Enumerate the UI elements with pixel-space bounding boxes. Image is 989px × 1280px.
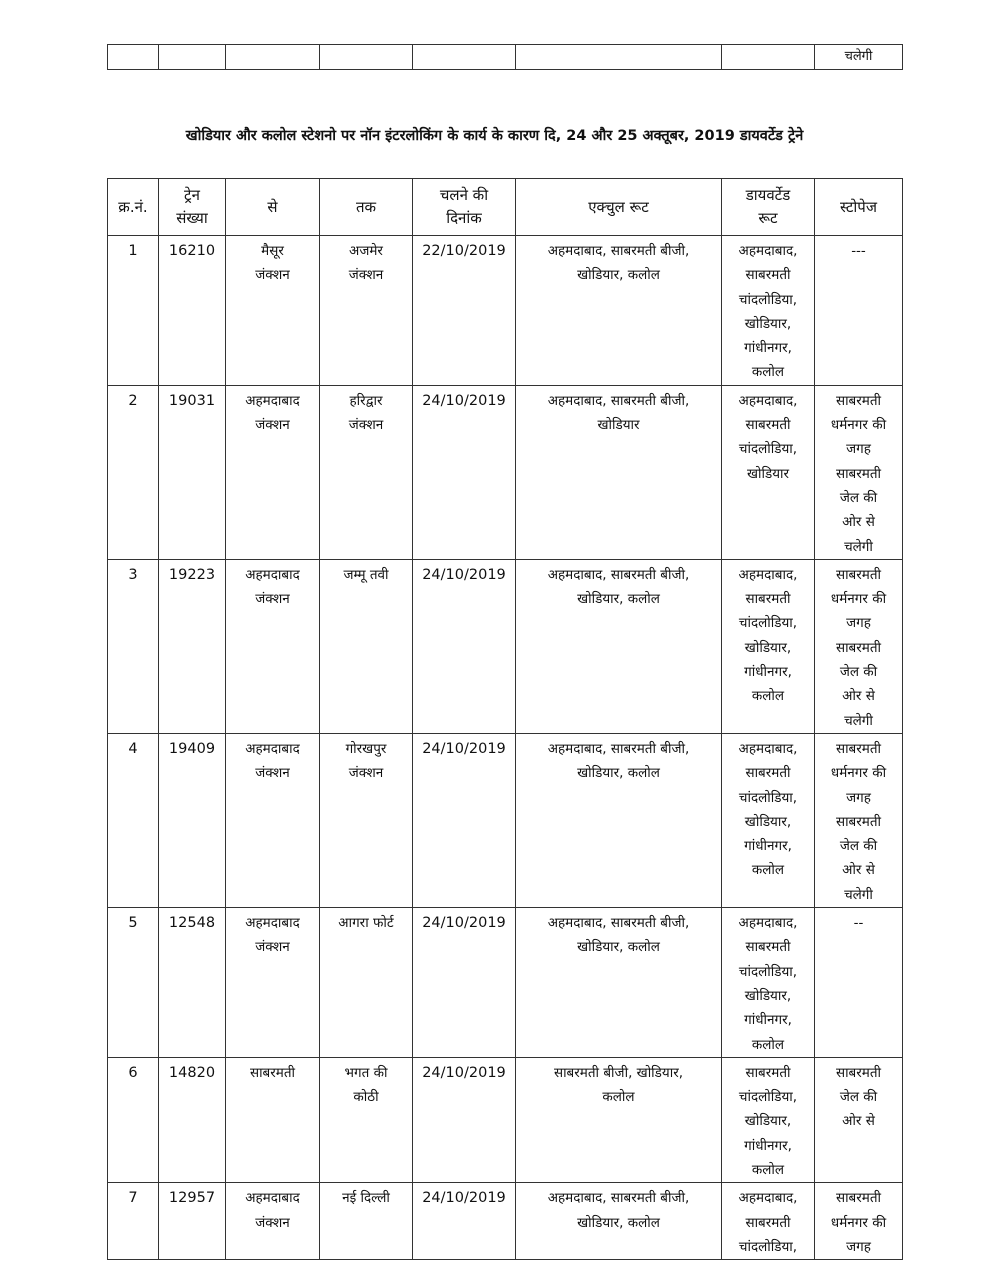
table-row [108,559,903,733]
from-cell: अहमदाबाद जंक्शन [226,733,320,907]
from-cell: अहमदाबाद जंक्शन [226,559,320,733]
table-row [108,908,903,1058]
diverted-route-cell: साबरमती चांदलोडिया, खोडियार, गांधीनगर, कलोल [722,1057,815,1182]
table-cell [159,45,226,70]
train-number-cell: 19223 [159,559,226,733]
table-cell [226,45,320,70]
actual-route-cell: साबरमती बीजी, खोडियार, कलोल [516,1057,722,1182]
continuation-table [107,44,903,70]
actual-route-cell: अहमदाबाद, साबरमती बीजी, खोडियार, कलोल [516,1183,722,1260]
diverted-route-cell: अहमदाबाद, साबरमती चांदलोडिया, खोडियार, गांधीनगर, कलोल [722,733,815,907]
actual-route-cell: अहमदाबाद, साबरमती बीजी, खोडियार, कलोल [516,236,722,386]
table-row [108,45,903,70]
table-row [108,1057,903,1182]
column-header-sno: क्र.नं. [108,179,159,236]
train-number-cell: 14820 [159,1057,226,1182]
table-cell [722,45,815,70]
from-cell: साबरमती [226,1057,320,1182]
from-cell: अहमदाबाद जंक्शन [226,1183,320,1260]
to-cell: नई दिल्ली [320,1183,413,1260]
actual-route-cell: अहमदाबाद, साबरमती बीजी, खोडियार, कलोल [516,733,722,907]
diverted-route-cell: अहमदाबाद, साबरमती चांदलोडिया, खोडियार, गांधीनगर, कलोल [722,559,815,733]
table-cell [108,45,159,70]
column-header-date: चलने की दिनांक [413,179,516,236]
table-row [108,385,903,559]
sno-cell: 4 [108,733,159,907]
train-number-cell: 16210 [159,236,226,386]
sno-cell: 1 [108,236,159,386]
sno-cell: 2 [108,385,159,559]
date-cell: 24/10/2019 [413,908,516,1058]
table-cell [516,45,722,70]
to-cell: जम्मू तवी [320,559,413,733]
date-cell: 22/10/2019 [413,236,516,386]
actual-route-cell: अहमदाबाद, साबरमती बीजी, खोडियार [516,385,722,559]
table-cell [413,45,516,70]
document-heading: खोडियार और कलोल स्टेशनो पर नॉन इंटरलोकिंग के कार्य के कारण दि, 24 और 25 अक्तूबर, 2019 डायवर्टेड ट्रेने [185,128,804,144]
sno-cell: 3 [108,559,159,733]
diverted-trains-table [107,178,903,1260]
sno-cell: 6 [108,1057,159,1182]
table-row [108,236,903,386]
column-header-from: से [226,179,320,236]
diverted-route-cell: अहमदाबाद, साबरमती चांदलोडिया, खोडियार, गांधीनगर, कलोल [722,236,815,386]
from-cell: अहमदाबाद जंक्शन [226,908,320,1058]
column-header-stoppage: स्टोपेज [815,179,903,236]
sno-cell: 5 [108,908,159,1058]
date-cell: 24/10/2019 [413,385,516,559]
stoppage-cell: साबरमती धर्मनगर की जगह साबरमती जेल की ओर से चलेगी [815,559,903,733]
diverted-route-cell: अहमदाबाद, साबरमती चांदलोडिया, खोडियार, गांधीनगर, कलोल [722,908,815,1058]
sno-cell: 7 [108,1183,159,1260]
stoppage-cell: साबरमती जेल की ओर से [815,1057,903,1182]
actual-route-cell: अहमदाबाद, साबरमती बीजी, खोडियार, कलोल [516,559,722,733]
date-cell: 24/10/2019 [413,1183,516,1260]
to-cell: गोरखपुर जंक्शन [320,733,413,907]
table-row [108,733,903,907]
diverted-route-cell: अहमदाबाद, साबरमती चांदलोडिया, [722,1183,815,1260]
column-header-train: ट्रेन संख्या [159,179,226,236]
train-number-cell: 19409 [159,733,226,907]
table-cell: चलेगी [815,45,903,70]
header-row [108,179,903,236]
to-cell: अजमेर जंक्शन [320,236,413,386]
stoppage-cell: साबरमती धर्मनगर की जगह [815,1183,903,1260]
column-header-diverted-route: डायवर्टेड रूट [722,179,815,236]
column-header-to: तक [320,179,413,236]
date-cell: 24/10/2019 [413,559,516,733]
train-number-cell: 12548 [159,908,226,1058]
to-cell: हरिद्वार जंक्शन [320,385,413,559]
to-cell: भगत की कोठी [320,1057,413,1182]
stoppage-cell: --- [815,236,903,386]
table-cell [320,45,413,70]
from-cell: मैसूर जंक्शन [226,236,320,386]
actual-route-cell: अहमदाबाद, साबरमती बीजी, खोडियार, कलोल [516,908,722,1058]
from-cell: अहमदाबाद जंक्शन [226,385,320,559]
column-header-actual-route: एक्चुल रूट [516,179,722,236]
diverted-route-cell: अहमदाबाद, साबरमती चांदलोडिया, खोडियार [722,385,815,559]
stoppage-cell: साबरमती धर्मनगर की जगह साबरमती जेल की ओर से चलेगी [815,385,903,559]
stoppage-cell: साबरमती धर्मनगर की जगह साबरमती जेल की ओर से चलेगी [815,733,903,907]
stoppage-cell: -- [815,908,903,1058]
table-row [108,1183,903,1260]
date-cell: 24/10/2019 [413,733,516,907]
to-cell: आगरा फोर्ट [320,908,413,1058]
train-number-cell: 12957 [159,1183,226,1260]
train-number-cell: 19031 [159,385,226,559]
date-cell: 24/10/2019 [413,1057,516,1182]
